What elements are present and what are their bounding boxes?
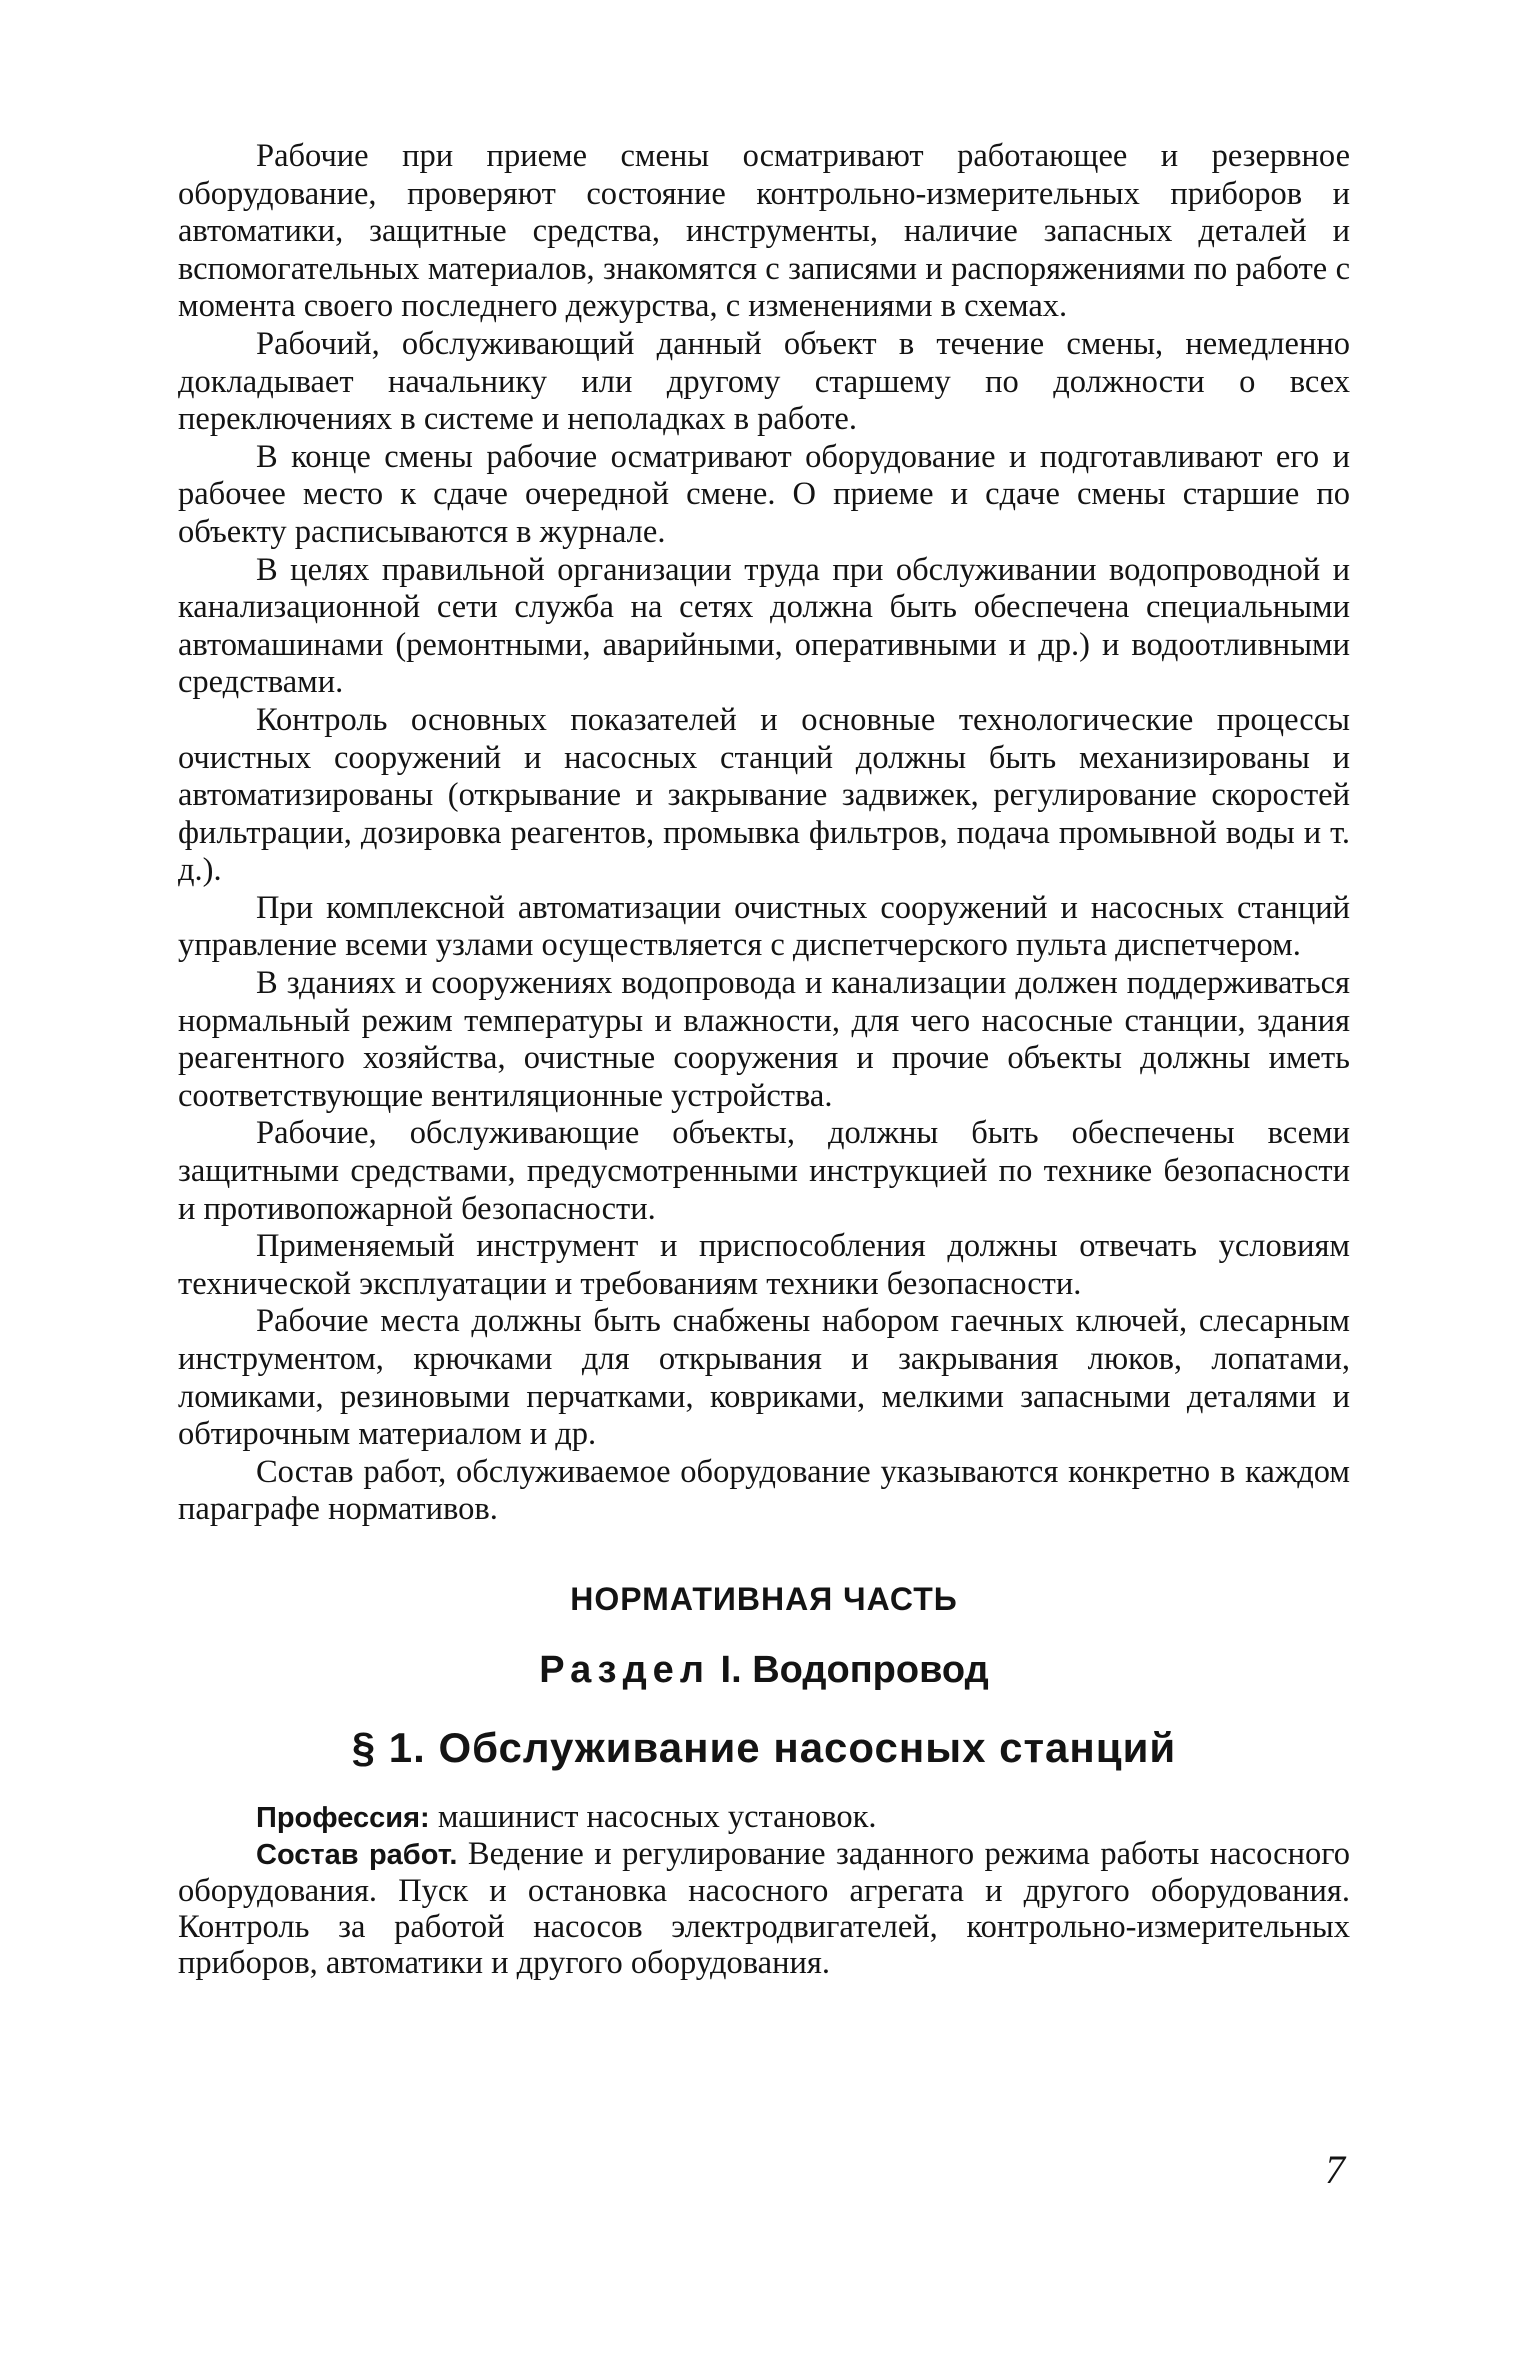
section-heading: НОРМАТИВНАЯ ЧАСТЬ (570, 1580, 958, 1617)
intro-paragraph-2: Рабочий, обслуживающий данный объект в течение смены, немедленно докладывает начальнику или другому старшему по должности о всех переключениях в системе и неполадках в работе. (178, 325, 1350, 438)
work-composition-paragraph (178, 1836, 1350, 1981)
intro-paragraph-3: В конце смены рабочие осматривают оборудование и подготавливают его и рабочее место к сдаче очередной смене. О приеме и сдаче смены старшие по объекту расписываются в журнале. (178, 438, 1350, 550)
profession-text: машинист насосных установок. (429, 1798, 877, 1835)
work-composition-text: Ведение и регулирование заданного режима работы насосного оборудования. Пуск и остановка насосного агрегата и другого оборудования. Контроль за работой насосов электродвигателей, контрольно-измерительных приборов, автоматики и другого оборудования. (178, 1835, 1351, 1981)
profession-label: Профессия: (256, 1801, 430, 1834)
work-composition-label: Состав работ. (256, 1838, 458, 1871)
intro-paragraph-6: При комплексной автоматизации очистных сооружений и насосных станций управление всеми узлами осуществляется с диспетчерского пульта диспетчером. (178, 889, 1350, 964)
intro-text (178, 138, 1350, 1529)
razdel-heading (178, 1647, 1350, 1693)
intro-paragraph-5: Контроль основных показателей и основные технологические процессы очистных сооружений и насосных станций должны быть механизированы и автоматизированы (открывание и закрывание задвижек, регулирование скоростей фильтрации, дозировка реагентов, промывка фильтров, подача промывной воды и т. д.). (178, 701, 1350, 889)
intro-paragraph-4: В целях правильной организации труда при обслуживании водопроводной и канализационной сети служба на сетях должна быть обеспечена специальными автомашинами (ремонтными, аварийными, оперативными и др.) и водоотливными средствами. (178, 551, 1350, 701)
intro-paragraph-10: Рабочие места должны быть снабжены набором гаечных ключей, слесарным инструментом, крючками для открывания и закрывания люков, лопатами, ломиками, резиновыми перчатками, ковриками, мелкими запасными деталями и обтирочным материалом и др. (178, 1303, 1350, 1453)
razdel-word: Раздел (539, 1648, 710, 1691)
profession-line (178, 1799, 1350, 1836)
intro-paragraph-1: Рабочие при приеме смены осматривают работающее и резервное оборудование, проверяют состояние контрольно-измерительных приборов и автоматики, защитные средства, инструменты, наличие запасных деталей и вспомогательных материалов, знакомятся с записями и распоряжениями по работе с момента своего последнего дежурства, с изменениями в схемах. (178, 138, 1350, 325)
intro-paragraph-7: В зданиях и сооружениях водопровода и канализации должен поддерживаться нормальный режим температуры и влажности, для чего насосные станции, здания реагентного хозяйства, очистные сооружения и прочие объекты должны иметь соответствующие вентиляционные устройства. (178, 965, 1350, 1114)
paragraph-body (178, 1799, 1350, 1981)
paragraph-title: § 1. Обслуживание насосных станций (351, 1723, 1177, 1771)
intro-paragraph-11: Состав работ, обслуживаемое оборудование указываются конкретно в каждом параграфе нормативов. (178, 1453, 1350, 1528)
intro-paragraph-8: Рабочие, обслуживающие объекты, должны быть обеспечены всеми защитными средствами, предусмотренными инструкцией по технике безопасности и противопожарной безопасности. (178, 1115, 1350, 1227)
page-number: 7 (1325, 2147, 1345, 2192)
razdel-title: I. Водопровод (720, 1648, 989, 1691)
intro-paragraph-9: Применяемый инструмент и приспособления должны отвечать условиям технической эксплуатации и требованиям техники безопасности. (178, 1228, 1350, 1302)
document-page (178, 138, 1350, 1981)
